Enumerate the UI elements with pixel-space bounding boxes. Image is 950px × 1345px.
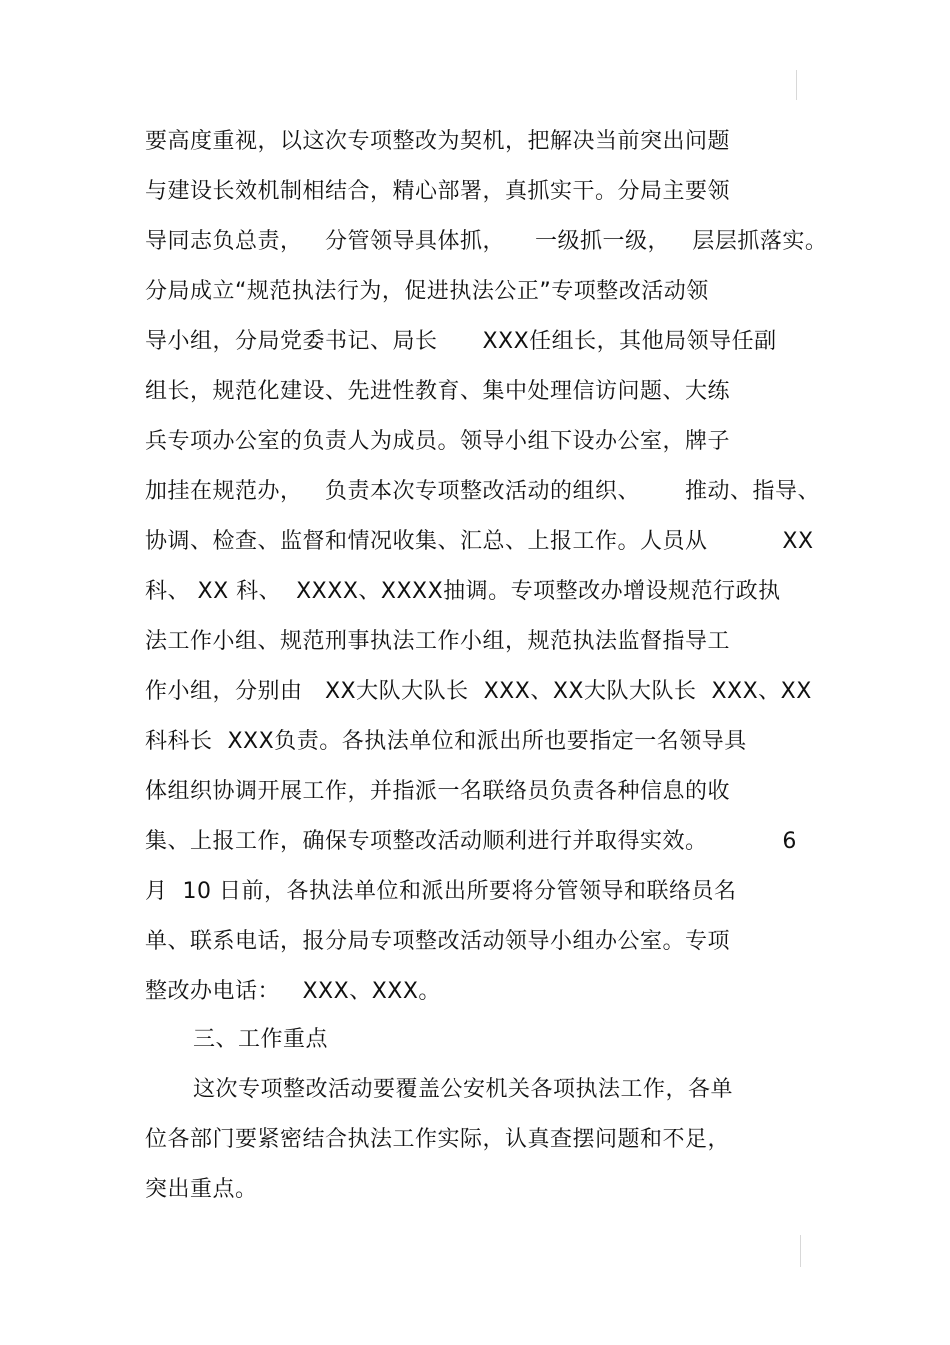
- body-line-18: 整改办电话： XXX、XXX。: [145, 979, 441, 1004]
- bottom-margin-mark: [800, 1235, 801, 1267]
- body-line-2: 与建设长效机制相结合，精心部署，真抓实干。分局主要领: [145, 179, 731, 204]
- body-line-5: 导小组，分局党委书记、局长 XXX任组长，其他局领导任副: [145, 329, 777, 354]
- body-line-10: 科、 XX 科、 XXXX、XXXX抽调。专项整改办增设规范行政执: [145, 579, 781, 604]
- body-line-4: 分局成立“规范执法行为，促进执法公正”专项整改活动领: [145, 279, 709, 304]
- body-line-14: 体组织协调开展工作，并指派一名联络员负责各种信息的收: [145, 779, 731, 804]
- top-margin-mark: [796, 70, 797, 100]
- body-line-6: 组长，规范化建设、先进性教育、集中处理信访问题、大练: [145, 379, 731, 404]
- section-line-1: 这次专项整改活动要覆盖公安机关各项执法工作，各单: [193, 1077, 734, 1102]
- body-line-12: 作小组，分别由 XX大队大队长 XXX、XX大队大队长 XXX、XX: [145, 679, 812, 704]
- body-line-15: 集、上报工作，确保专项整改活动顺利进行并取得实效。 6: [145, 829, 797, 854]
- body-line-7: 兵专项办公室的负责人为成员。领导小组下设办公室，牌子: [145, 429, 731, 454]
- body-line-3: 导同志负总责， 分管领导具体抓， 一级抓一级， 层层抓落实。: [145, 229, 828, 254]
- body-line-13: 科科长 XXX负责。各执法单位和派出所也要指定一名领导具: [145, 729, 747, 754]
- body-line-1: 要高度重视，以这次专项整改为契机，把解决当前突出问题: [145, 129, 731, 154]
- body-line-11: 法工作小组、规范刑事执法工作小组，规范执法监督指导工: [145, 629, 731, 654]
- body-line-17: 单、联系电话，报分局专项整改活动领导小组办公室。专项: [145, 929, 731, 954]
- section-line-3: 突出重点。: [145, 1177, 258, 1202]
- section-line-2: 位各部门要紧密结合执法工作实际，认真查摆问题和不足，: [145, 1127, 731, 1152]
- section-heading: 三、工作重点: [193, 1027, 329, 1052]
- body-line-9: 协调、检查、监督和情况收集、汇总、上报工作。人员从 XX: [145, 529, 814, 554]
- body-line-16: 月 10 日前，各执法单位和派出所要将分管领导和联络员名: [145, 879, 737, 904]
- body-line-8: 加挂在规范办， 负责本次专项整改活动的组织、 推动、指导、: [145, 479, 820, 504]
